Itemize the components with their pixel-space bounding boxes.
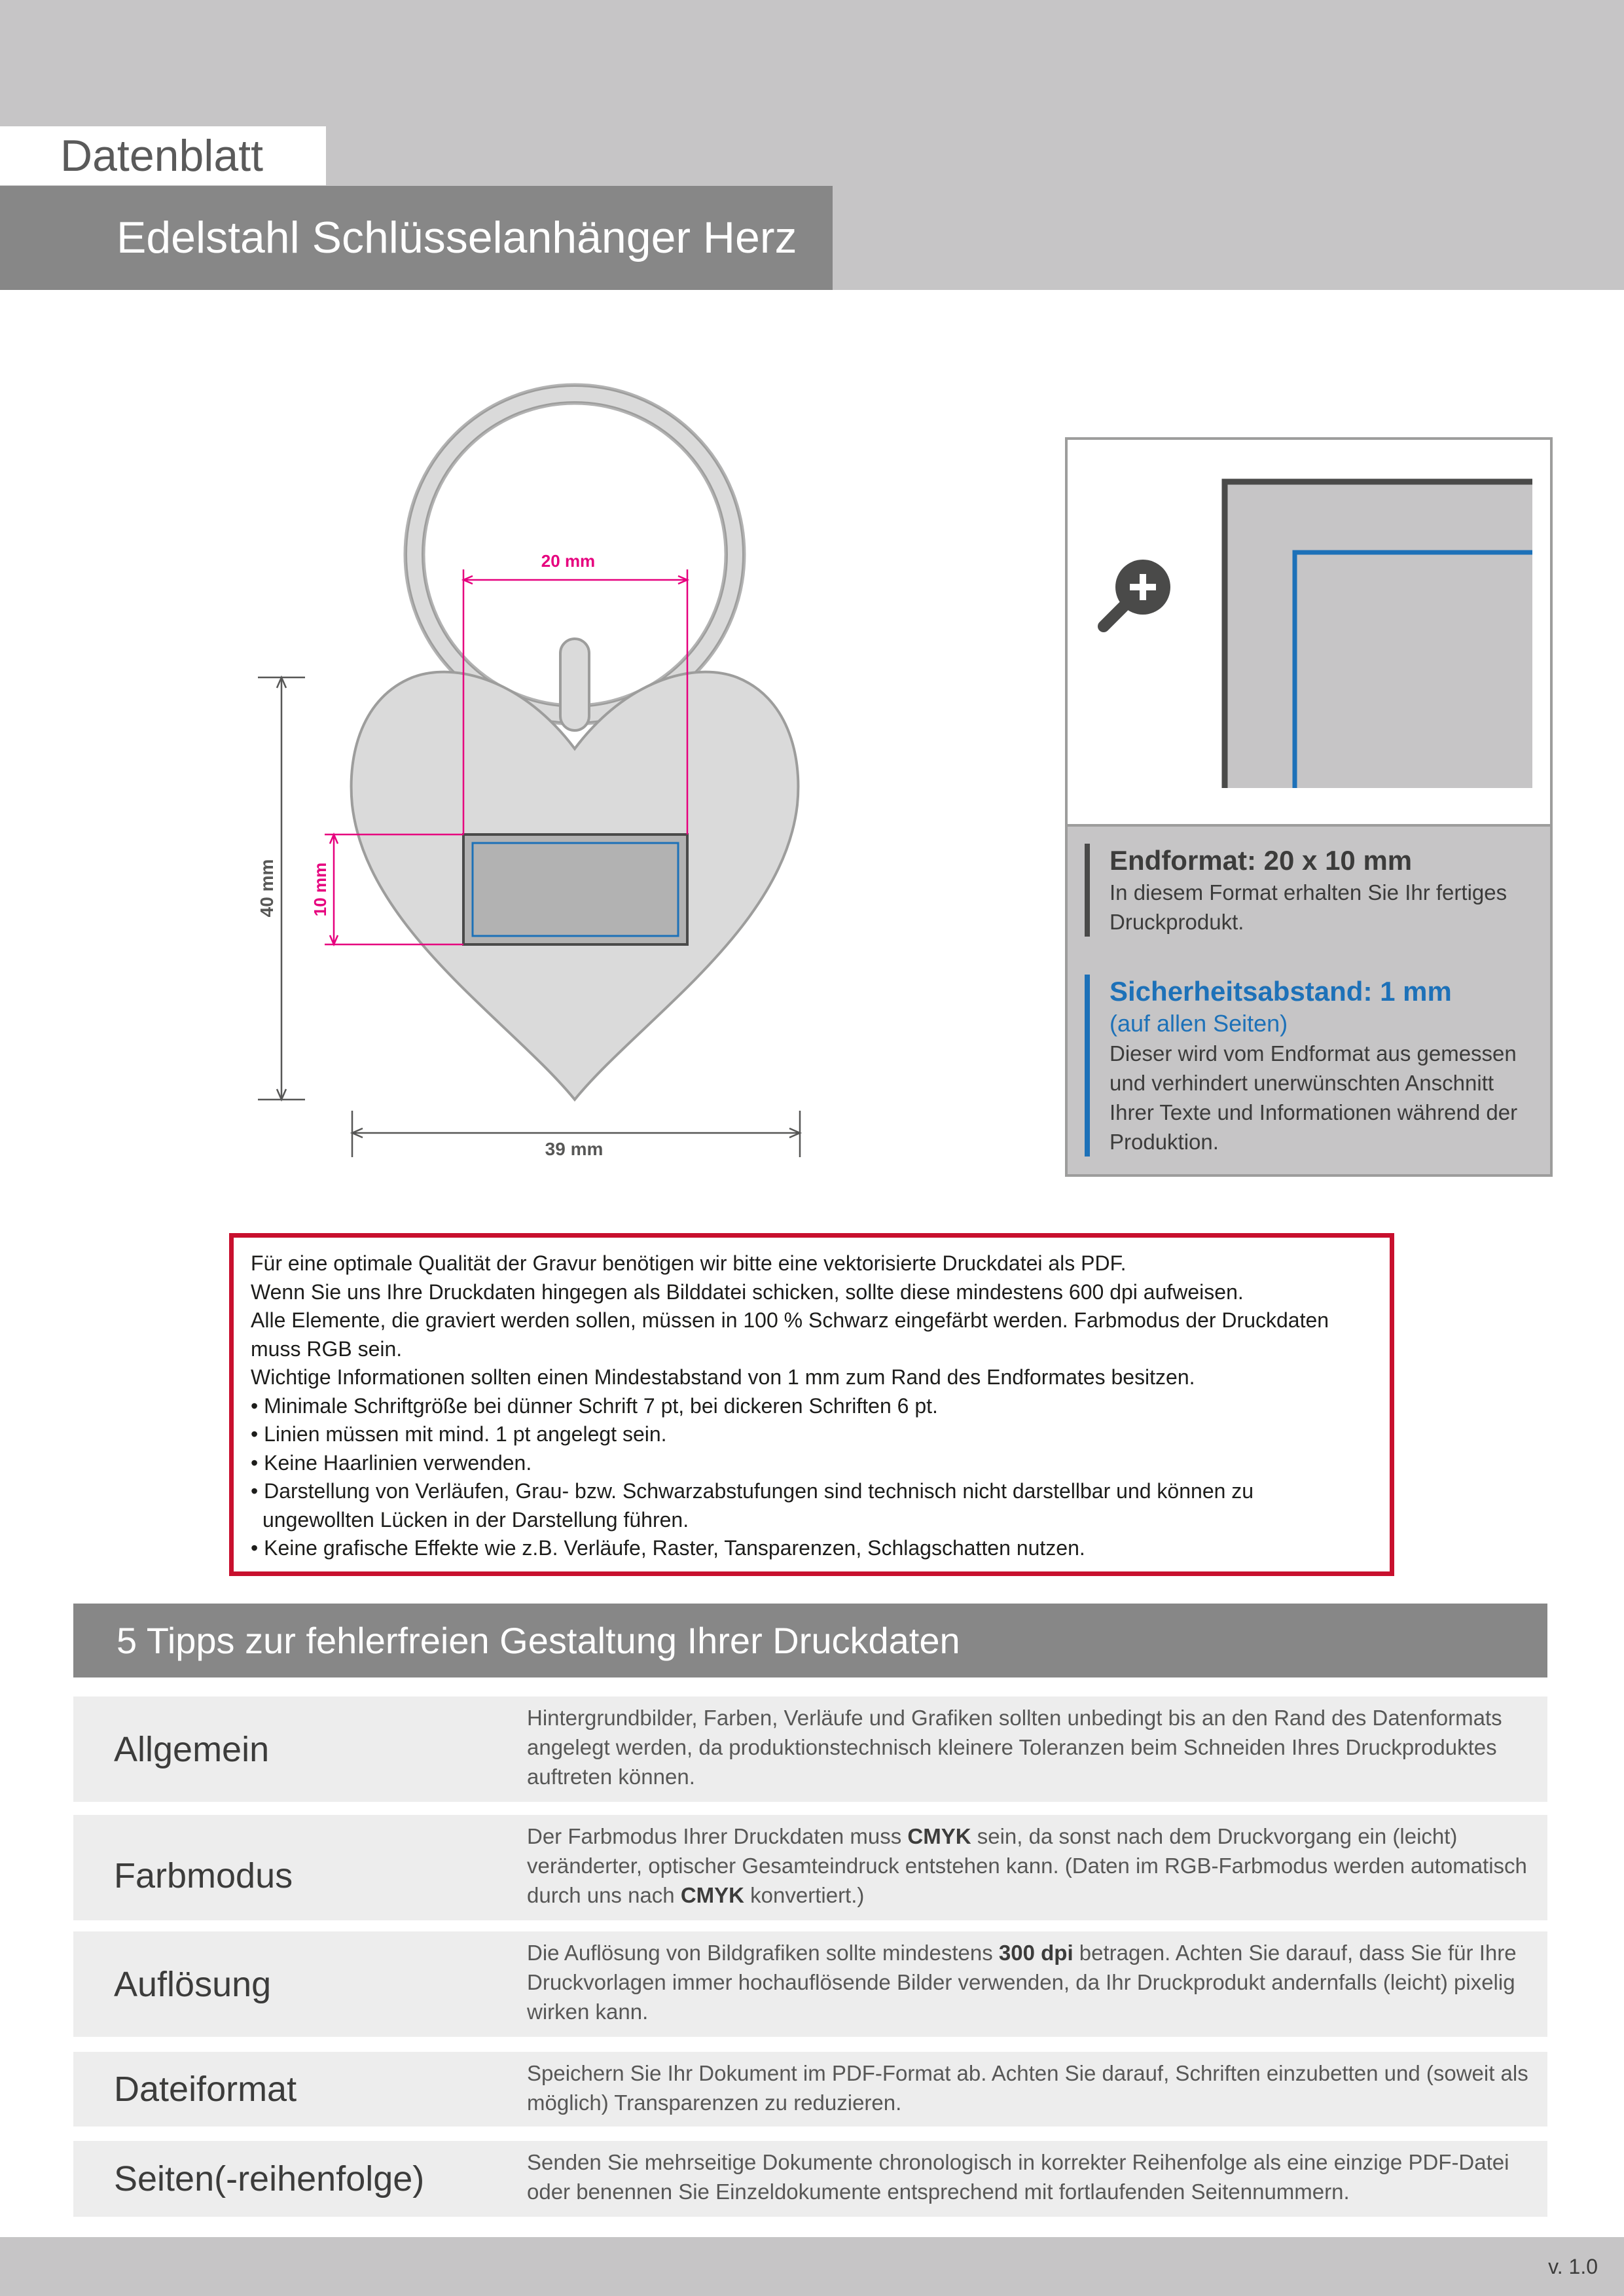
tip-text: Senden Sie mehrseitige Dokumente chronologisch in korrekter Reihenfolge als eine einzige PDF-Datei oder benennen Sie Einzeldokumente entsprechend mit fortlaufenden Seitennummern. (527, 2150, 1509, 2204)
endformat-heading: Endformat: 20 x 10 mm (1110, 845, 1413, 876)
ring-clip (560, 639, 589, 730)
notice-line: • Darstellung von Verläufen, Grau- bzw. Schwarzabstufungen sind technisch nicht darstellbar und können zu (251, 1479, 1254, 1503)
notice-line: Für eine optimale Qualität der Gravur benötigen wir bitte eine vektorisierte Druckdatei als PDF. (251, 1251, 1127, 1275)
product-title: Edelstahl Schlüsselanhänger Herz (0, 186, 833, 290)
zoom-illustration (1068, 440, 1550, 824)
safety-text: Dieser wird vom Endformat aus gemessen und verhindert unerwünschten Anschnitt Ihrer Texte und Informationen während der Produktion. (1110, 1041, 1518, 1154)
safety-subheading: (auf allen Seiten) (1110, 1010, 1288, 1037)
endformat-info (1085, 844, 1528, 937)
notice-line: • Linien müssen mit mind. 1 pt angelegt sein. (251, 1422, 667, 1446)
tip-label: Allgemein (114, 1729, 270, 1769)
zoom-in-icon (1104, 560, 1170, 626)
notice-line: • Keine grafische Effekte wie z.B. Verläufe, Raster, Tansparenzen, Schlagschatten nutzen. (251, 1536, 1085, 1560)
tip-label: Seiten(-reihenfolge) (114, 2159, 425, 2198)
tip-row-farbmodus (73, 1815, 1547, 1920)
tip-text: Der Farbmodus Ihrer Druckdaten muss CMYK sein, da sonst nach dem Druckvorgang ein (leicht) veränderter, optischer Gesamteindruck entstehen kann. (Daten im RGB-Farbmodus werden automatisch durch uns nach CMYK konvertiert.) (527, 1824, 1527, 1907)
zoom-legend (1068, 824, 1550, 1174)
safety-info (1085, 975, 1535, 1157)
tip-row-dateiformat (73, 2052, 1547, 2126)
notice-line: • Keine Haarlinien verwenden. (251, 1450, 532, 1475)
tip-text: Hintergrundbilder, Farben, Verläufe und Grafiken sollten unbedingt bis an den Rand des Datenformats angelegt werden, da produktionstechnisch kleinere Toleranzen beim Schneiden Ihres Druckproduktes auftreten können. (527, 1706, 1502, 1789)
safety-heading: Sicherheitsabstand: 1 mm (1110, 976, 1452, 1007)
engrave-width-label: 20 mm (541, 551, 596, 571)
height-label: 40 mm (257, 859, 277, 918)
tip-row-allgemein (73, 1696, 1547, 1802)
keychain-drawing (0, 290, 851, 1187)
zoom-detail-panel (1065, 437, 1553, 1177)
tip-label: Farbmodus (114, 1856, 293, 1895)
notice-line: Wichtige Informationen sollten einen Mindestabstand von 1 mm zum Rand des Endformates besitzen. (251, 1365, 1195, 1389)
tip-label: Auflösung (114, 1964, 272, 2004)
notice-line: ungewollten Lücken in der Darstellung führen. (262, 1507, 689, 1532)
notice-line: Wenn Sie uns Ihre Druckdaten hingegen als Bilddatei schicken, sollte diese mindestens 600 dpi aufweisen. (251, 1280, 1244, 1304)
width-label: 39 mm (545, 1139, 604, 1159)
tip-text: Speichern Sie Ihr Dokument im PDF-Format ab. Achten Sie darauf, Schriften einzubetten und (soweit als möglich) Transparenzen zu reduzieren. (527, 2061, 1528, 2115)
doc-type-label: Datenblatt (0, 126, 326, 185)
notice-line: • Minimale Schriftgröße bei dünner Schrift 7 pt, bei dickeren Schriften 6 pt. (251, 1393, 938, 1418)
tip-row-seiten (73, 2141, 1547, 2217)
engrave-height-label: 10 mm (310, 862, 330, 917)
endformat-text: In diesem Format erhalten Sie Ihr fertiges Druckprodukt. (1110, 880, 1507, 934)
footer-band (0, 2237, 1624, 2296)
notice-line: Alle Elemente, die graviert werden sollen, müssen in 100 % Schwarz eingefärbt werden. Farbmodus der Druckdaten (251, 1308, 1329, 1332)
version-label: v. 1.0 (1548, 2255, 1598, 2278)
engraving-area (463, 834, 687, 944)
tip-text: Die Auflösung von Bildgrafiken sollte mindestens 300 dpi betragen. Achten Sie darauf, dass Sie für Ihre Druckvorlagen immer hochauflösende Bilder verwenden, da Ihr Druckprodukt andernfalls (leicht) pixelig wirken kann. (527, 1941, 1517, 2024)
engraving-notice (229, 1233, 1394, 1576)
notice-line: muss RGB sein. (251, 1336, 403, 1361)
tip-label: Dateiformat (114, 2070, 297, 2109)
tip-row-aufloesung (73, 1931, 1547, 2037)
tips-title: 5 Tipps zur fehlerfreien Gestaltung Ihrer Druckdaten (73, 1604, 1547, 1677)
